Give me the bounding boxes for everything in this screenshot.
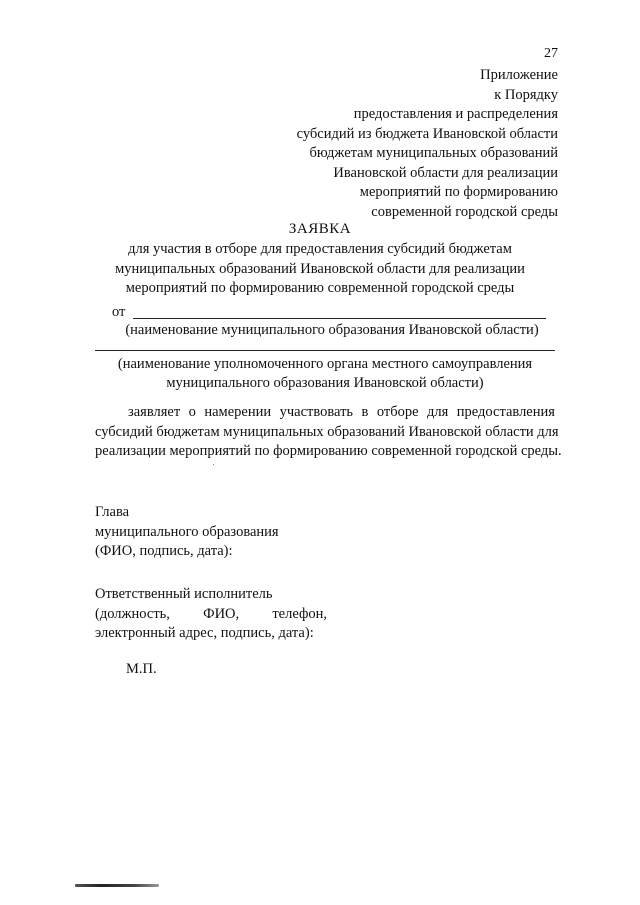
appendix-header [228, 66, 558, 222]
page-number: 27 [544, 46, 558, 61]
executor-signature-block [95, 585, 327, 644]
executor-fields-line-2: электронный адрес, подпись, дата): [95, 625, 314, 641]
statement-line-3: реализации мероприятий по формированию современной городской среды. [95, 443, 562, 459]
municipality-blank-line [133, 318, 546, 319]
statement-word: намерении [204, 404, 272, 420]
document-subtitle [80, 240, 560, 299]
authority-caption-line: муниципального образования Ивановской области) [166, 375, 484, 391]
head-signature-block [95, 503, 279, 562]
executor-title: Ответственный исполнитель [95, 586, 273, 602]
appendix-line: бюджетам муниципальных образований [309, 145, 558, 161]
appendix-line: предоставления и распределения [353, 106, 558, 122]
head-block-line: муниципального образования [95, 523, 279, 540]
executor-field: (должность, [95, 605, 170, 622]
appendix-line: к Порядку [494, 86, 558, 103]
executor-fields-line [95, 605, 327, 625]
appendix-line: субсидий из бюджета Ивановской области [296, 125, 558, 142]
statement-word: отборе [376, 404, 419, 420]
authority-caption [95, 355, 555, 393]
appendix-line: Ивановской области для реализации [333, 164, 558, 181]
statement-word: участвовать [279, 404, 354, 420]
authority-caption-line: (наименование уполномоченного органа местного самоуправления [117, 356, 533, 372]
subtitle-line: мероприятий по формированию современной городской среды [125, 280, 515, 296]
municipality-caption: (наименование муниципального образования Ивановской области) [125, 322, 539, 338]
appendix-line: современной городской среды [371, 203, 558, 220]
statement-word: для [427, 404, 449, 420]
from-label: от [112, 304, 126, 320]
document-title: ЗАЯВКА [288, 221, 352, 237]
executor-field: телефон, [272, 605, 327, 622]
head-block-line: Глава [95, 504, 130, 520]
statement-line-2: субсидий бюджетам муниципальных образований Ивановской области для [95, 423, 559, 440]
scan-speck [213, 464, 214, 465]
head-block-line: (ФИО, подпись, дата): [95, 543, 233, 559]
authority-blank-line [95, 350, 555, 351]
appendix-line: мероприятий по формированию [359, 184, 558, 200]
appendix-line: Приложение [480, 67, 558, 83]
executor-field: ФИО, [203, 605, 240, 622]
subtitle-line: муниципальных образований Ивановской области для реализации [115, 260, 525, 277]
statement-paragraph [95, 403, 562, 462]
stamp-place-label: М.П. [126, 661, 157, 677]
statement-word: в [361, 404, 369, 420]
statement-word: о [188, 404, 196, 420]
statement-word: заявляет [128, 404, 181, 420]
scan-artifact-mark [75, 884, 159, 887]
subtitle-line: для участия в отборе для предоставления субсидий бюджетам [128, 241, 512, 257]
statement-word: предоставления [456, 404, 555, 420]
statement-line-1 [95, 403, 555, 423]
